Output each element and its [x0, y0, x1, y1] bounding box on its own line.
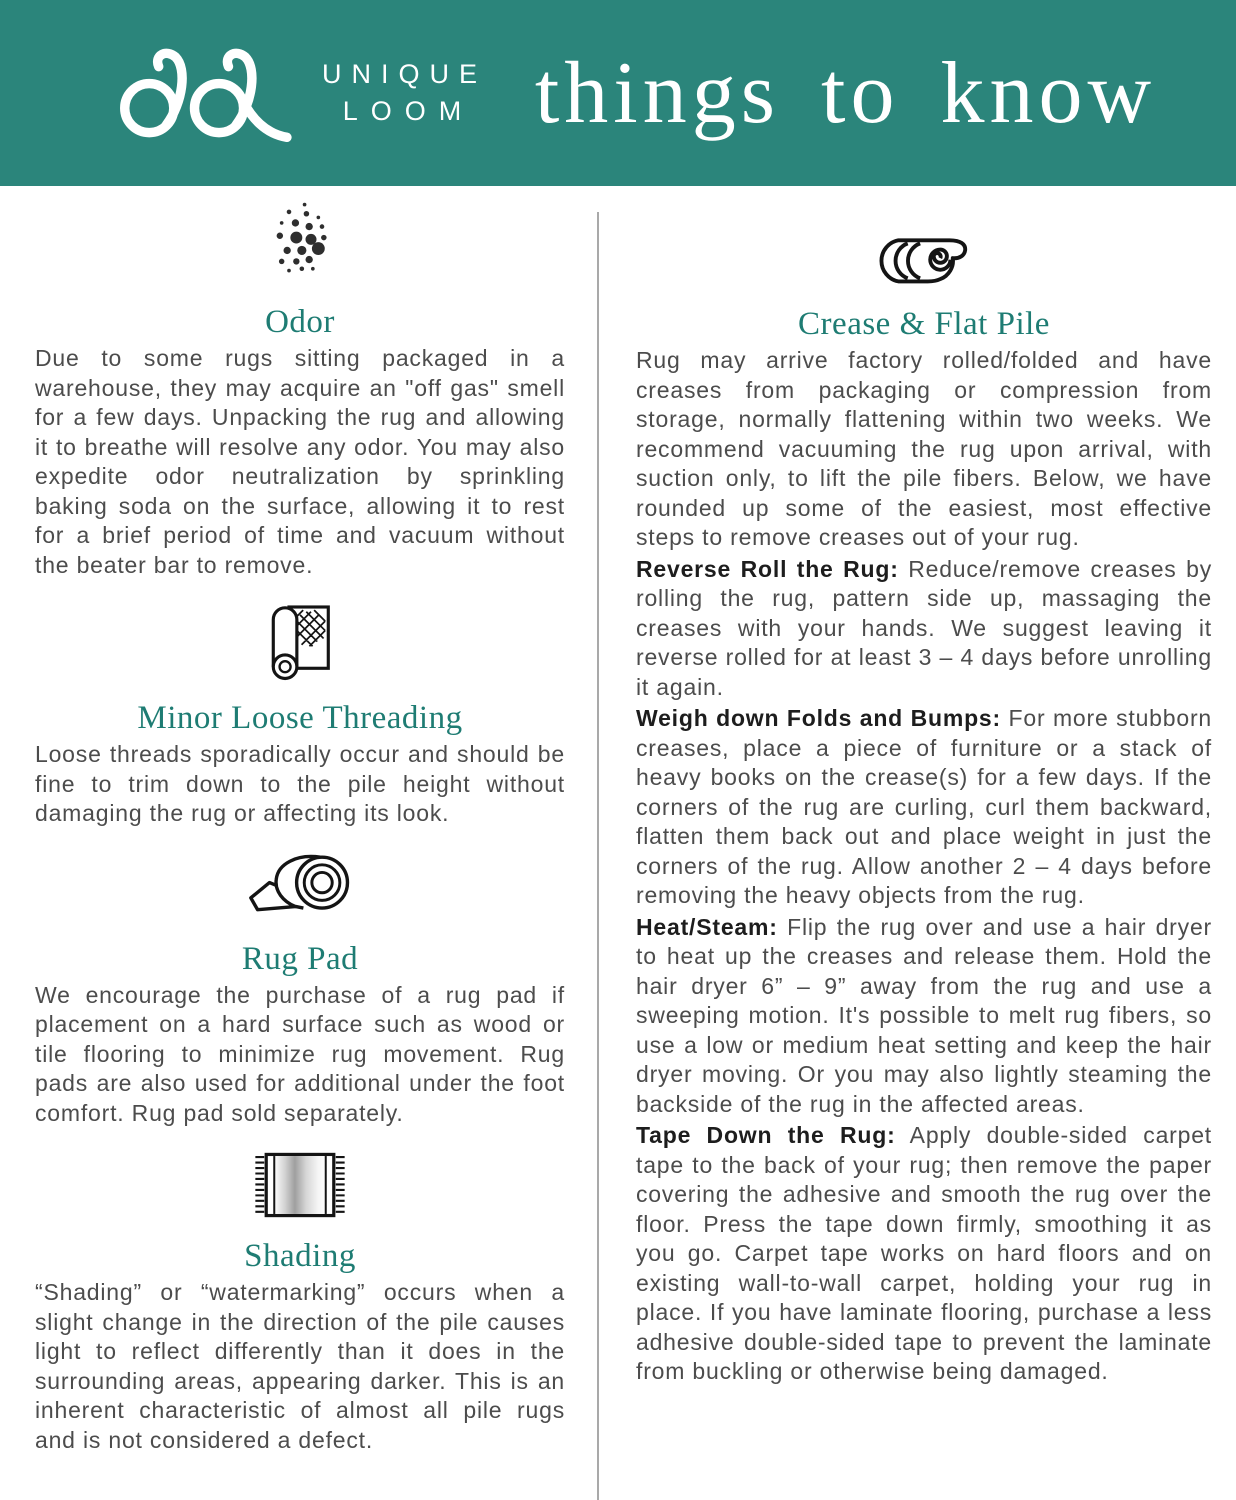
section-minor-loose-threading	[35, 596, 565, 829]
section-body: We encourage the purchase of a rug pad if placement on a hard surface such as wood or tile flooring to minimize rug movement. Rug pads are also used for additional under the foot comfort. Rug pad sold separately.	[35, 981, 565, 1126]
tip-body: For more stubborn creases, place a piece of furniture or a stack of heavy books on the crease(s) for a few days. If the corners of the rug are curling, curl them backward, flatten them back out and place weight in just the corners of the rug. Allow another 2 – 4 days before removing the heavy objects from the rug.	[636, 705, 1212, 908]
brand-line1: UNIQUE	[322, 59, 488, 89]
tip-tape-down	[636, 1121, 1212, 1387]
tip-body: Reduce/remove creases by rolling the rug, pattern side up, massaging the creases with your hands. We suggest leaving it reverse rolled for at least 3 – 4 days before unrolling it again.	[636, 555, 1212, 700]
tip-label: Weigh down Folds and Bumps:	[636, 705, 1001, 731]
section-title: Odor	[265, 304, 335, 340]
tip-reverse-roll	[636, 555, 1212, 703]
tip-label: Tape Down the Rug:	[636, 1122, 896, 1148]
rolled-rug-icon	[35, 596, 565, 684]
section-rug-pad	[35, 847, 565, 1129]
rolled-rug-side-icon	[636, 234, 1212, 290]
section-crease-flat-pile	[636, 234, 1212, 553]
tip-heat-steam	[636, 913, 1212, 1120]
section-body: “Shading” or “watermarking” occurs when a slight change in the direction of the pile causes light to reflect differently than it does in the surrounding areas, appearing darker. This is an inherent characteristic of almost all pile rugs and is not considered a defect.	[35, 1279, 565, 1453]
brand-logo	[104, 44, 487, 142]
page-title: things to know	[534, 44, 1156, 142]
section-shading	[35, 1148, 565, 1455]
tip-weigh-down	[636, 704, 1212, 911]
section-title: Crease & Flat Pile	[798, 306, 1050, 342]
odor-particles-icon	[35, 200, 565, 288]
left-column	[0, 186, 597, 1500]
section-body: Rug may arrive factory rolled/folded and have creases from packaging or compression from storage, normally flattening within two weeks. We recommend vacuuming the rug upon arrival, with suction only, to lift the pile fibers. Below, we have rounded up some of the easiest, most effective steps to remove creases out of your rug.	[636, 347, 1212, 550]
section-body: Loose threads sporadically occur and should be fine to trim down to the pile height without damaging the rug or affecting its look.	[35, 741, 565, 826]
header-banner	[0, 0, 1236, 186]
tip-body: Flip the rug over and use a hair dryer to heat up the creases and release them. Hold the hair dryer 6” – 9” away from the rug and use a sweeping motion. It's possible to melt rug fibers, so use a low or medium heat setting and keep the hair dryer moving. Or you may also lightly steaming the backside of the rug in the affected areas.	[636, 913, 1212, 1117]
section-body: Due to some rugs sitting packaged in a warehouse, they may acquire an "off gas" smell for a few days. Unpacking the rug and allowing it to breathe will resolve any odor. You may also expedite odor neutralization by sprinkling baking soda on the surface, allowing it to rest for a brief period of time and vacuum without the beater bar to remove.	[35, 345, 565, 578]
tip-label: Reverse Roll the Rug:	[636, 555, 899, 582]
section-odor	[35, 200, 565, 580]
section-title: Minor Loose Threading	[137, 700, 463, 736]
brand-line2: LOOM	[342, 96, 475, 126]
brand-name	[322, 56, 487, 130]
section-title: Rug Pad	[241, 940, 359, 977]
rug-pad-roll-icon	[35, 847, 565, 925]
right-column	[599, 186, 1236, 1500]
tip-body: Apply double-sided carpet tape to the back of your rug; then remove the paper covering the adhesive and smooth the rug over the floor. Press the tape down firmly, smoothing it as you go. Carpet tape works on hard floors and on existing wall-to-wall carpet, holding your rug in place. If you have laminate flooring, purchase a less adhesive double-sided tape to prevent the laminate from buckling or otherwise being damaged.	[636, 1122, 1213, 1384]
content-area	[0, 186, 1236, 1500]
section-title: Shading	[244, 1238, 356, 1274]
shaded-rug-icon	[35, 1148, 565, 1222]
tip-label: Heat/Steam:	[636, 913, 778, 940]
unique-loom-logo-icon	[104, 44, 302, 142]
